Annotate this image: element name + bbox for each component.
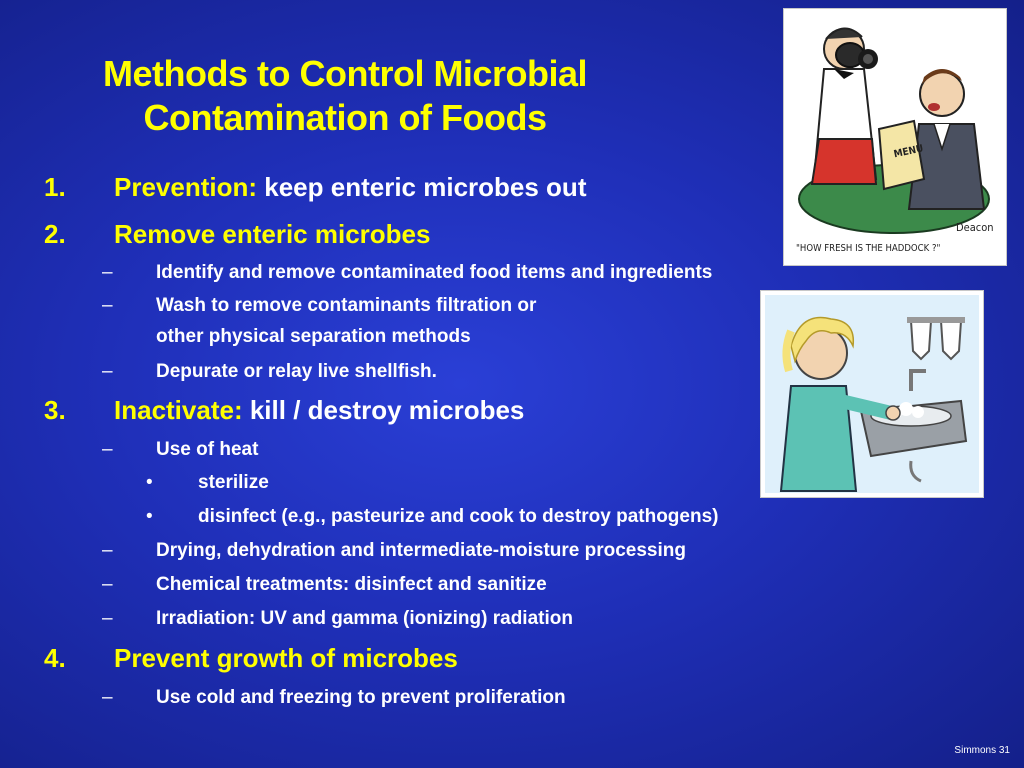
item-label: Remove enteric microbes	[114, 219, 431, 249]
sub-item-chemical	[102, 569, 547, 600]
sub-item-text: Wash to remove contaminants filtration or	[156, 295, 537, 316]
sub-item-text: Identify and remove contaminated food items and ingredients	[156, 262, 713, 283]
sub-item-identify	[102, 257, 712, 288]
sub-item-text: Depurate or relay live shellfish.	[156, 361, 437, 382]
item-description: kill / destroy microbes	[242, 395, 525, 425]
dash-marker: –	[102, 574, 113, 595]
item-description: keep enteric microbes out	[257, 172, 587, 202]
restaurant-cartoon-drawing	[784, 9, 1006, 265]
dash-marker: –	[102, 439, 113, 460]
sub-item-text-continued: other physical separation methods	[156, 326, 471, 347]
list-item-prevention	[44, 172, 586, 203]
cartoon-signature: Deacon	[956, 221, 994, 234]
dash-marker: –	[102, 295, 113, 316]
bullet-item-text: disinfect (e.g., pasteurize and cook to destroy pathogens)	[198, 506, 719, 527]
handwashing-cartoon-drawing	[761, 291, 983, 497]
sub-item-text: Use of heat	[156, 439, 259, 460]
slide-title	[60, 52, 630, 140]
bullet-item-disinfect	[146, 506, 718, 528]
handwashing-cartoon-image	[760, 290, 984, 498]
cartoon-caption: "HOW FRESH IS THE HADDOCK ?"	[796, 243, 941, 254]
item-label: Prevent growth of microbes	[114, 643, 458, 673]
item-number: 1.	[44, 172, 66, 202]
sub-item-wash	[102, 290, 536, 352]
sub-item-heat	[102, 434, 258, 465]
bullet-marker: •	[146, 472, 153, 493]
footer-slide-number: Simmons 31	[954, 745, 1010, 756]
title-line-1: Methods to Control Microbial	[103, 53, 587, 94]
sub-item-text: Drying, dehydration and intermediate-moisture processing	[156, 540, 686, 561]
bullet-marker: •	[146, 506, 153, 527]
dash-marker: –	[102, 608, 113, 629]
sub-item-text: Irradiation: UV and gamma (ionizing) radiation	[156, 608, 573, 629]
sub-item-drying	[102, 535, 686, 566]
list-item-prevent-growth	[44, 643, 458, 674]
sub-item-irradiation	[102, 603, 573, 634]
title-line-2: Contamination of Foods	[143, 97, 547, 138]
dash-marker: –	[102, 540, 113, 561]
sub-item-text: Chemical treatments: disinfect and sanitize	[156, 574, 547, 595]
list-item-remove	[44, 219, 430, 250]
sub-item-cold	[102, 682, 566, 713]
sub-item-text: Use cold and freezing to prevent proliferation	[156, 687, 566, 708]
item-number: 2.	[44, 219, 66, 249]
item-number: 4.	[44, 643, 66, 673]
dash-marker: –	[102, 361, 113, 382]
menu-label: MENU	[892, 143, 925, 161]
list-item-inactivate	[44, 395, 524, 426]
sub-item-depurate	[102, 356, 437, 387]
bullet-item-text: sterilize	[198, 472, 269, 493]
item-number: 3.	[44, 395, 66, 425]
dash-marker: –	[102, 687, 113, 708]
dash-marker: –	[102, 262, 113, 283]
bullet-item-sterilize	[146, 472, 269, 494]
restaurant-cartoon-image	[783, 8, 1007, 266]
item-label: Inactivate:	[114, 395, 243, 425]
item-label: Prevention:	[114, 172, 258, 202]
